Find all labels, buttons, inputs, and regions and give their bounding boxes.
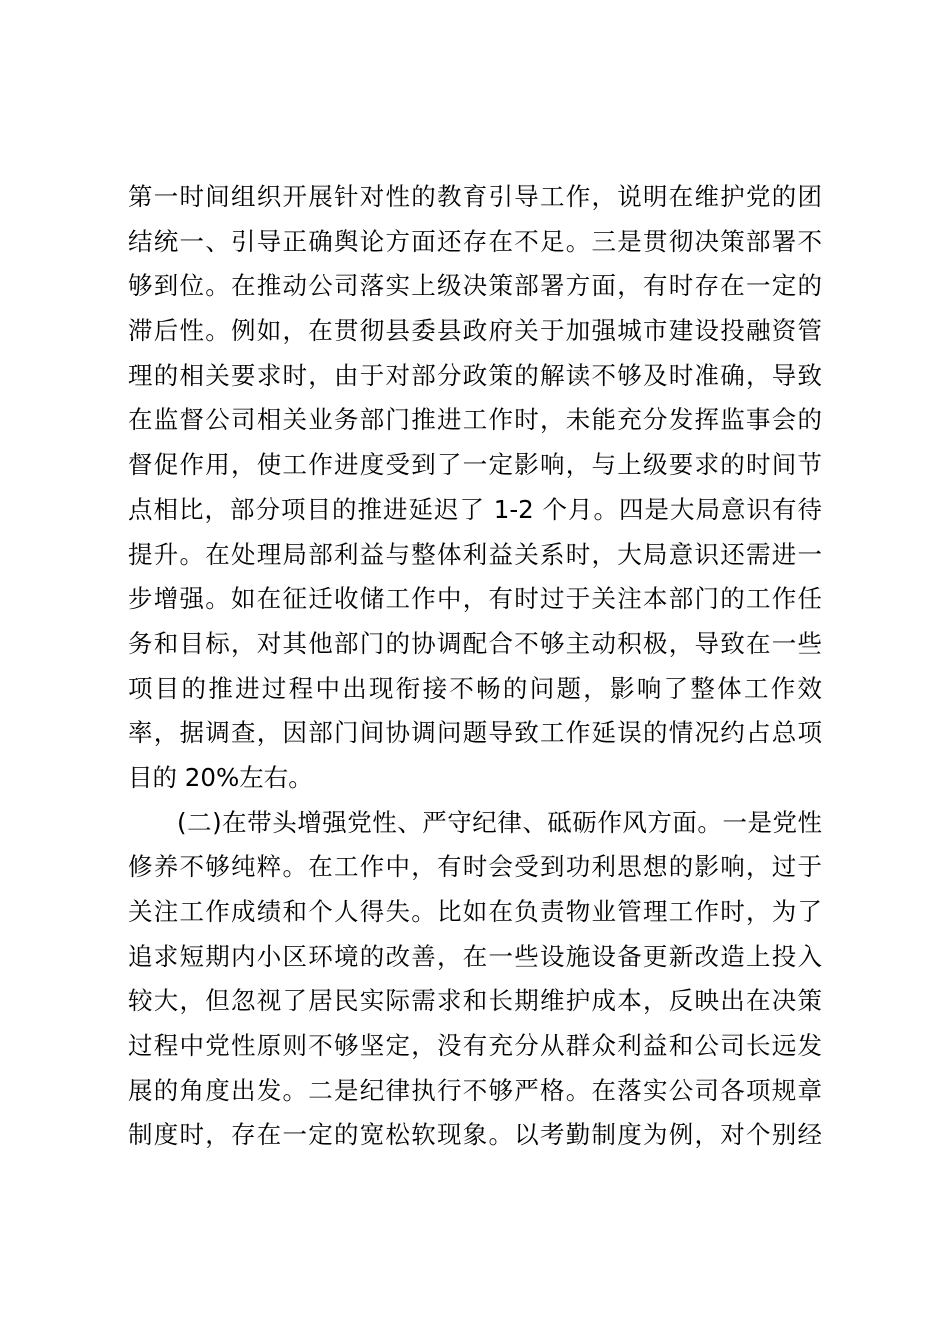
body-text — [128, 175, 822, 1158]
text-line: 修养不够纯粹。在工作中，有时会受到功利思想的影响，过于 — [128, 852, 822, 882]
text-line: 较大，但忽视了居民实际需求和长期维护成本，反映出在决策 — [128, 986, 822, 1016]
text-line: 结统一、引导正确舆论方面还存在不足。三是贯彻决策部署不 — [128, 226, 822, 256]
text-line: 第一时间组织开展针对性的教育引导工作，说明在维护党的团 — [128, 182, 822, 211]
text-line: 提升。在处理局部利益与整体利益关系时，大局意识还需进一 — [128, 539, 822, 569]
text-line: 展的角度出发。二是纪律执行不够严格。在落实公司各项规章 — [128, 1075, 822, 1105]
text-line: 项目的推进过程中出现衔接不畅的问题，影响了整体工作效 — [128, 673, 822, 703]
text-line: 步增强。如在征迁收储工作中，有时过于关注本部门的工作任 — [128, 584, 822, 614]
text-line: 督促作用，使工作进度受到了一定影响，与上级要求的时间节 — [128, 450, 822, 480]
text-line: 理的相关要求时，由于对部分政策的解读不够及时准确，导致 — [128, 360, 822, 390]
text-line: 够到位。在推动公司落实上级决策部署方面，有时存在一定的 — [128, 271, 822, 301]
text-line: 在监督公司相关业务部门推进工作时，未能充分发挥监事会的 — [128, 405, 822, 435]
text-line: 过程中党性原则不够坚定，没有充分从群众利益和公司长远发 — [128, 1031, 822, 1061]
text-line: 追求短期内小区环境的改善，在一些设施设备更新改造上投入 — [128, 941, 822, 971]
text-line: 务和目标，对其他部门的协调配合不够主动积极，导致在一些 — [128, 628, 822, 658]
text-line: 关注工作成绩和个人得失。比如在负责物业管理工作时，为了 — [128, 897, 822, 926]
text-line: 点相比，部分项目的推进延迟了 1-2 个月。四是大局意识有待 — [128, 494, 822, 524]
text-line: 率，据调查，因部门间协调问题导致工作延误的情况约占总项 — [128, 718, 822, 748]
text-line: 目的 20%左右。 — [128, 762, 313, 792]
text-line: 制度时，存在一定的宽松软现象。以考勤制度为例，对个别经 — [128, 1120, 822, 1150]
text-line: 滞后性。例如，在贯彻县委县政府关于加强城市建设投融资管 — [128, 316, 822, 346]
section-heading-line: (二)在带头增强党性、严守纪律、砥砺作风方面。一是党性 — [177, 807, 822, 837]
